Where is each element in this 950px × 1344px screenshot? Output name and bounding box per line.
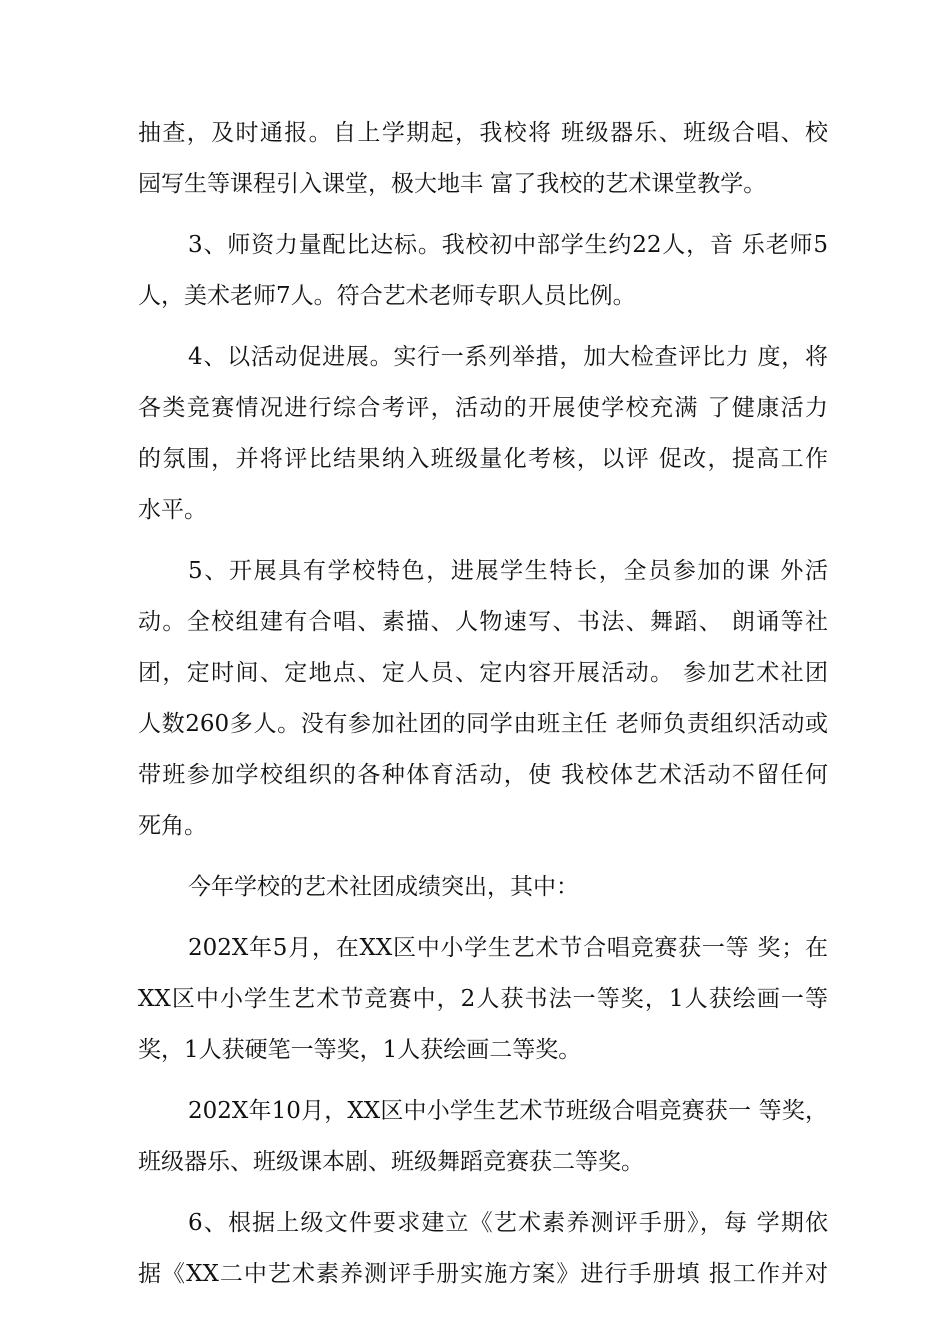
text-line: 带班参加学校组织的各种体育活动，使 我校体艺术活动不留任何 xyxy=(138,762,828,788)
text-line: 202X年5月，在XX区中小学生艺术节合唱竞赛获一等 奖；在 xyxy=(188,935,828,961)
text-line: 奖，1人获硬笔一等奖，1人获绘画二等奖。 xyxy=(138,1037,582,1063)
text-line: 3、师资力量配比达标。我校初中部学生约22人，音 乐老师5 xyxy=(188,232,828,258)
text-line: 6、根据上级文件要求建立《艺术素养测评手册》，每 学期依 xyxy=(188,1210,828,1236)
text-line: 园写生等课程引入课堂，极大地丰 富了我校的艺术课堂教学。 xyxy=(138,171,767,197)
text-line: 团，定时间、定地点、定人员、定内容开展活动。 参加艺术社团 xyxy=(138,660,828,686)
text-line: XX区中小学生艺术节竞赛中，2人获书法一等奖，1人获绘画一等 xyxy=(138,986,828,1012)
text-line: 抽查，及时通报。自上学期起，我校将 班级器乐、班级合唱、校 xyxy=(138,120,828,146)
text-line: 今年学校的艺术社团成绩突出，其中： xyxy=(188,874,579,900)
text-line: 202X年10月，XX区中小学生艺术节班级合唱竞赛获一 等奖， xyxy=(188,1098,828,1124)
text-line: 各类竞赛情况进行综合考评，活动的开展使学校充满 了健康活力 xyxy=(138,395,828,421)
text-line: 据《XX二中艺术素养测评手册实施方案》进行手册填 报工作并对 xyxy=(138,1261,828,1287)
text-line: 动。全校组建有合唱、素描、人物速写、书法、舞蹈、 朗诵等社 xyxy=(138,609,828,635)
text-line: 的氛围，并将评比结果纳入班级量化考核，以评 促改，提高工作 xyxy=(138,446,828,472)
text-line: 水平。 xyxy=(138,497,207,523)
document-body xyxy=(138,108,828,1300)
text-line: 人，美术老师7人。符合艺术老师专职人员比例。 xyxy=(138,283,636,309)
text-line: 班级器乐、班级课本剧、班级舞蹈竞赛获二等奖。 xyxy=(138,1149,644,1175)
text-line: 5、开展具有学校特色，进展学生特长，全员参加的课 外活 xyxy=(188,558,828,584)
text-line: 4、以活动促进展。实行一系列举措，加大检查评比力 度，将 xyxy=(188,344,828,370)
text-line: 死角。 xyxy=(138,813,207,839)
text-line: 人数260多人。没有参加社团的同学由班主任 老师负责组织活动或 xyxy=(138,711,828,737)
